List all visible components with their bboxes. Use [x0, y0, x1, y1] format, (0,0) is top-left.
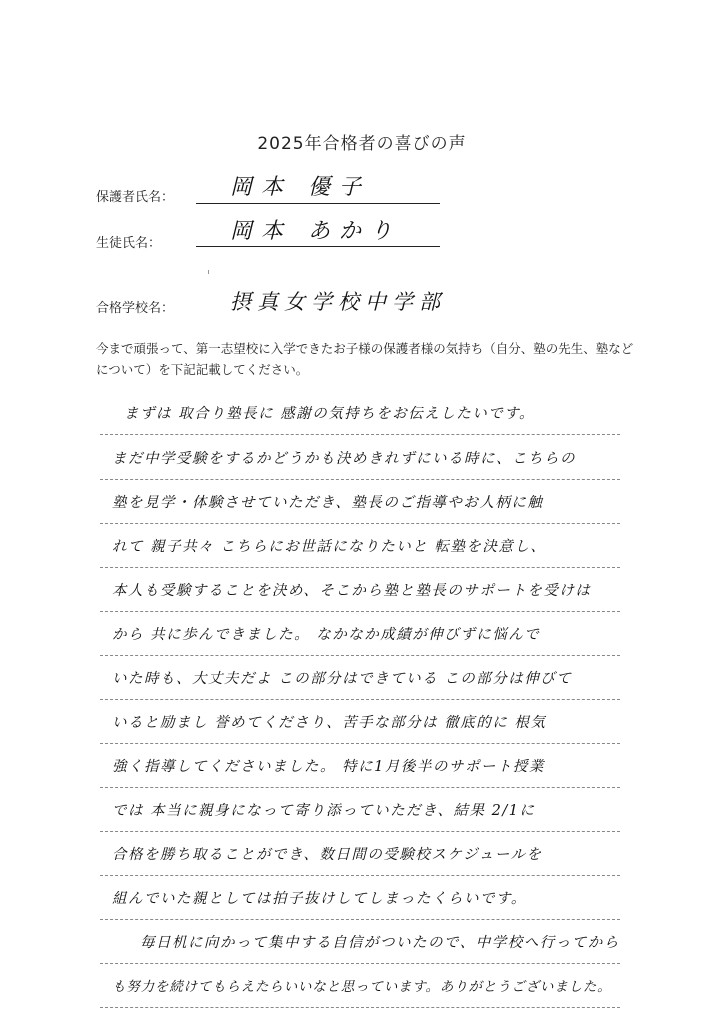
writing-line [100, 567, 620, 568]
writing-line [100, 523, 620, 524]
guardian-name-value: 岡本 優子 [230, 175, 370, 200]
student-name-value: 岡本 あかり [230, 219, 401, 244]
writing-line [100, 611, 620, 612]
writing-line [100, 1007, 620, 1008]
body-line-2: まだ中学受験をするかどうかも決めきれずにいる時に、こちらの [112, 451, 576, 467]
body-line-9: 強く指導してくださいました。 特に1月後半のサポート授業 [112, 759, 545, 775]
writing-line [100, 875, 620, 876]
body-line-6: から 共に歩んできました。 なかなか成績が伸びずに悩んで [112, 627, 541, 643]
body-line-12: 組んでいた親としては拍子抜けしてしまったくらいです。 [112, 891, 527, 907]
writing-line [100, 699, 620, 700]
body-line-10: では 本当に親身になって寄り添っていただき、結果 2/1に [112, 803, 536, 819]
body-line-13: 毎日机に向かって集中する自信がついたので、中学校へ行ってから [140, 935, 620, 951]
writing-line [100, 743, 620, 744]
school-name-value: 摂真女学校中学部 [230, 290, 446, 314]
writing-line [100, 479, 620, 480]
writing-line [100, 963, 620, 964]
page-title: 2025年合格者の喜びの声 [257, 134, 467, 154]
stray-mark [208, 270, 209, 274]
body-line-3: 塾を見学・体験させていただき、塾長のご指導やお人柄に触 [112, 495, 544, 511]
guardian-name-label: 保護者氏名： [96, 190, 175, 205]
writing-line [100, 434, 620, 435]
body-line-8: いると励まし 誉めてくださり、苦手な部分は 徹底的に 根気 [112, 715, 547, 731]
writing-line [100, 919, 620, 920]
school-name-label: 合格学校名： [96, 301, 175, 316]
instruction-text: 今まで頑張って、第一志望校に入学できたお子様の保護者様の気持ち（自分、塾の先生、塾などについて）を下記記載してください。 [96, 341, 634, 377]
student-name-line [196, 246, 440, 247]
guardian-name-line [196, 203, 440, 204]
body-line-5: 本人も受験することを決め、そこから塾と塾長のサポートを受けは [112, 583, 592, 599]
student-name-label: 生徒氏名： [96, 236, 162, 251]
body-line-1: まずは 取合り塾長に 感謝の気持ちをお伝えしたいです。 [124, 406, 536, 422]
body-line-7: いた時も、大丈夫だよ この部分はできている この部分は伸びて [112, 671, 573, 687]
writing-line [100, 787, 620, 788]
body-line-14: も努力を続けてもらえたらいいなと思っています。ありがとうございました。 [112, 979, 612, 995]
writing-line [100, 831, 620, 832]
writing-line [100, 655, 620, 656]
body-line-4: れて 親子共々 こちらにお世話になりたいと 転塾を決意し、 [112, 539, 547, 555]
body-line-11: 合格を勝ち取ることができ、数日間の受験校スケジュールを [112, 847, 543, 863]
